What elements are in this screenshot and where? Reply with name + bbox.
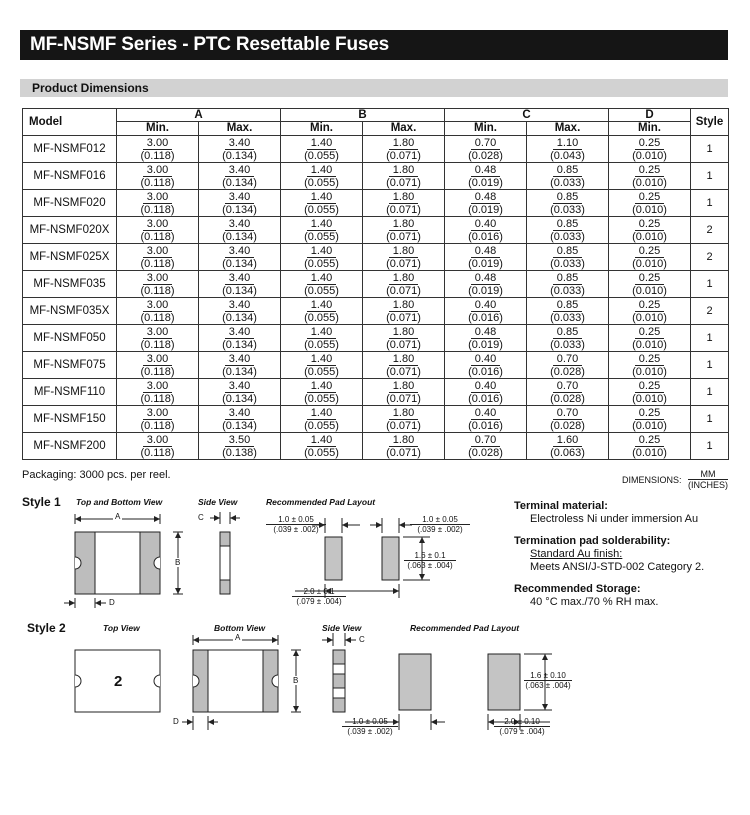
dimension-inches: (0.028) — [550, 419, 585, 432]
dimension-mm: 0.85 — [553, 272, 582, 285]
style1-dim-pad-h-in: (.063 ± .004) — [407, 561, 453, 570]
dimension-mm: 0.48 — [471, 245, 500, 258]
dimension-inches: (0.071) — [386, 419, 421, 432]
style1-dim-pad-h-mm: 1.6 ± 0.1 — [404, 551, 456, 561]
style2-label-b: B — [293, 676, 299, 685]
dimension-mm: 1.40 — [307, 407, 336, 420]
dimension-mm: 3.00 — [143, 326, 172, 339]
dimension-mm: 1.10 — [553, 137, 582, 150]
dimension-inches: (0.019) — [468, 176, 503, 189]
dimension-inches: (0.055) — [304, 365, 339, 378]
dimension-mm: 3.00 — [143, 245, 172, 258]
dimension-mm: 0.40 — [471, 299, 500, 312]
dimension-mm: 0.25 — [635, 299, 664, 312]
dimension-inches: (0.134) — [222, 176, 257, 189]
dimension-inches: (0.134) — [222, 257, 257, 270]
dimension-inches: (0.033) — [550, 338, 585, 351]
style-cell: 1 — [691, 271, 729, 298]
spec-line: Meets ANSI/J-STD-002 Category 2. — [530, 561, 705, 573]
dimension-mm: 3.40 — [225, 326, 254, 339]
style1-label-c: C — [198, 513, 204, 522]
dimension-inches: (0.010) — [632, 149, 667, 162]
style1-dim-total — [292, 587, 346, 606]
dimension-inches: (0.055) — [304, 149, 339, 162]
dimension-mm: 3.40 — [225, 353, 254, 366]
dimension-inches: (0.118) — [140, 419, 175, 432]
style2-dim-pad-h-in: (.063 ± .004) — [525, 681, 571, 690]
dimension-mm: 0.25 — [635, 326, 664, 339]
dimension-inches: (0.118) — [140, 257, 175, 270]
dimension-inches: (0.134) — [222, 149, 257, 162]
dimension-mm: 0.40 — [471, 407, 500, 420]
dimension-mm: 0.70 — [553, 407, 582, 420]
style2-label-d: D — [173, 717, 179, 726]
style2-bottom-view-label: Bottom View — [214, 623, 266, 633]
model-cell: MF-NSMF020 — [23, 190, 117, 217]
dimension-inches: (0.071) — [386, 284, 421, 297]
sub-header: Min. — [117, 122, 199, 136]
model-header: Model — [23, 109, 117, 136]
dimension-inches: (0.118) — [140, 338, 175, 351]
style2-label-c: C — [359, 635, 365, 644]
style1-dim-total-mm: 2.0 ± 0.1 — [292, 587, 346, 597]
dimension-mm: 3.00 — [143, 137, 172, 150]
style1-top-bottom-view-label: Top and Bottom View — [76, 497, 163, 507]
page-title: MF-NSMF Series - PTC Resettable Fuses — [30, 34, 389, 55]
dimension-inches: (0.055) — [304, 338, 339, 351]
dimension-mm: 3.40 — [225, 380, 254, 393]
dimension-mm: 1.80 — [389, 326, 418, 339]
dimension-mm: 3.40 — [225, 137, 254, 150]
dimension-mm: 1.40 — [307, 245, 336, 258]
style1-pad-right — [382, 537, 399, 580]
model-cell: MF-NSMF016 — [23, 163, 117, 190]
style-cell: 1 — [691, 163, 729, 190]
dimension-inches: (0.071) — [386, 230, 421, 243]
dimension-mm: 3.40 — [225, 407, 254, 420]
dimension-inches: (0.055) — [304, 311, 339, 324]
dimension-mm: 1.80 — [389, 353, 418, 366]
dimension-mm: 0.70 — [553, 353, 582, 366]
dimension-mm: 0.25 — [635, 380, 664, 393]
style2-side-term-top — [333, 650, 345, 664]
dimension-mm: 1.40 — [307, 353, 336, 366]
dimension-mm: 0.48 — [471, 326, 500, 339]
style2-dim-gap-mm: 1.0 ± 0.05 — [342, 717, 398, 727]
style-cell: 2 — [691, 298, 729, 325]
packaging-note: Packaging: 3000 pcs. per reel. — [22, 469, 171, 481]
model-cell: MF-NSMF110 — [23, 379, 117, 406]
style1-side-term-top — [220, 532, 230, 546]
model-cell: MF-NSMF050 — [23, 325, 117, 352]
dimension-mm: 0.70 — [471, 137, 500, 150]
dimension-inches: (0.019) — [468, 203, 503, 216]
dimension-mm: 3.40 — [225, 164, 254, 177]
style1-side-term-bottom — [220, 580, 230, 594]
style2-dim-total-in: (.079 ± .004) — [499, 727, 545, 736]
dimension-mm: 3.00 — [143, 353, 172, 366]
dimension-inches: (0.010) — [632, 392, 667, 405]
dimension-inches: (0.033) — [550, 311, 585, 324]
style1-dim-pad-w-mm: 1.0 ± 0.05 — [410, 515, 470, 525]
dimension-inches: (0.010) — [632, 257, 667, 270]
style2-title: Style 2 — [27, 621, 66, 635]
dimension-inches: (0.010) — [632, 284, 667, 297]
style2-dim-gap — [342, 717, 398, 736]
dimension-mm: 1.80 — [389, 407, 418, 420]
dimension-inches: (0.118) — [140, 176, 175, 189]
dimension-inches: (0.028) — [550, 392, 585, 405]
style2-dim-gap-in: (.039 ± .002) — [347, 727, 393, 736]
dimension-inches: (0.010) — [632, 338, 667, 351]
dimension-mm: 0.25 — [635, 407, 664, 420]
dimension-inches: (0.134) — [222, 338, 257, 351]
dimension-inches: (0.033) — [550, 203, 585, 216]
dimension-inches: (0.055) — [304, 176, 339, 189]
dimension-mm: 0.48 — [471, 164, 500, 177]
sub-header: Max. — [527, 122, 609, 136]
spec-terminal-material — [514, 500, 698, 526]
dimension-inches: (0.118) — [140, 203, 175, 216]
dimension-mm: 0.85 — [553, 245, 582, 258]
style1-dim-gap — [266, 515, 326, 534]
style1-pad-layout-label: Recommended Pad Layout — [266, 497, 376, 507]
style1-dim-pad-w-in: (.039 ± .002) — [417, 525, 463, 534]
dimension-inches: (0.134) — [222, 311, 257, 324]
dimension-inches: (0.071) — [386, 365, 421, 378]
dimension-mm: 0.25 — [635, 218, 664, 231]
style-cell: 1 — [691, 325, 729, 352]
dimension-inches: (0.019) — [468, 284, 503, 297]
dimension-mm: 1.80 — [389, 299, 418, 312]
dimension-inches: (0.019) — [468, 338, 503, 351]
model-cell: MF-NSMF020X — [23, 217, 117, 244]
dimension-mm: 3.40 — [225, 245, 254, 258]
style-cell: 1 — [691, 136, 729, 163]
dimension-mm: 0.85 — [553, 191, 582, 204]
dimension-mm: 0.70 — [471, 434, 500, 447]
model-cell: MF-NSMF150 — [23, 406, 117, 433]
sub-header: Max. — [199, 122, 281, 136]
style-cell: 1 — [691, 190, 729, 217]
dimension-mm: 3.00 — [143, 218, 172, 231]
dimension-mm: 1.40 — [307, 326, 336, 339]
style2-pad-right — [488, 654, 520, 710]
style-cell: 2 — [691, 217, 729, 244]
style-header: Style — [691, 109, 729, 136]
dimension-inches: (0.010) — [632, 365, 667, 378]
style1-dim-pad-w — [410, 515, 470, 534]
dimension-inches: (0.118) — [140, 149, 175, 162]
dimension-mm: 1.60 — [553, 434, 582, 447]
dimension-mm: 3.00 — [143, 191, 172, 204]
dimension-inches: (0.071) — [386, 149, 421, 162]
dimension-inches: (0.055) — [304, 257, 339, 270]
dimension-mm: 0.40 — [471, 353, 500, 366]
style-cell: 2 — [691, 244, 729, 271]
spec-line: Electroless Ni under immersion Au — [530, 513, 699, 525]
spec-heading: Termination pad solderability: — [514, 535, 671, 547]
dimension-inches: (0.118) — [140, 392, 175, 405]
dimension-inches: (0.016) — [468, 365, 503, 378]
dimension-mm: 1.40 — [307, 272, 336, 285]
model-cell: MF-NSMF200 — [23, 433, 117, 460]
dimension-mm: 3.00 — [143, 164, 172, 177]
dimension-mm: 1.40 — [307, 191, 336, 204]
dimension-mm: 1.40 — [307, 164, 336, 177]
style1-dim-gap-in: (.039 ± .002) — [273, 525, 319, 534]
style1-pad-left — [325, 537, 342, 580]
dimension-mm: 3.00 — [143, 272, 172, 285]
dimension-inches: (0.134) — [222, 419, 257, 432]
spec-heading: Recommended Storage: — [514, 583, 641, 595]
dimension-mm: 1.40 — [307, 380, 336, 393]
dimension-inches: (0.033) — [550, 284, 585, 297]
dimension-inches: (0.019) — [468, 257, 503, 270]
spec-line: Standard Au finish: — [530, 548, 623, 560]
style1-label-d: D — [109, 598, 115, 607]
dimension-inches: (0.033) — [550, 257, 585, 270]
dimension-mm: 1.80 — [389, 218, 418, 231]
style2-dim-total — [494, 717, 550, 736]
dimension-mm: 3.00 — [143, 380, 172, 393]
dimension-mm: 0.48 — [471, 272, 500, 285]
dimension-mm: 1.80 — [389, 245, 418, 258]
dimension-inches: (0.134) — [222, 284, 257, 297]
dimension-inches: (0.118) — [140, 311, 175, 324]
dimension-mm: 3.40 — [225, 191, 254, 204]
dimension-mm: 0.25 — [635, 137, 664, 150]
spec-line: 40 °C max./70 % RH max. — [530, 596, 659, 608]
style1-title: Style 1 — [22, 495, 61, 509]
dimension-inches: (0.016) — [468, 230, 503, 243]
spec-storage — [514, 583, 659, 609]
spec-heading: Terminal material: — [514, 500, 608, 512]
dimension-mm: 0.25 — [635, 245, 664, 258]
model-cell: MF-NSMF035 — [23, 271, 117, 298]
style1-label-b: B — [175, 558, 181, 567]
dimension-mm: 0.85 — [553, 218, 582, 231]
dimension-mm: 1.80 — [389, 137, 418, 150]
dimension-inches: (0.033) — [550, 176, 585, 189]
style-cell: 1 — [691, 433, 729, 460]
dimension-inches: (0.055) — [304, 419, 339, 432]
dimension-inches: (0.118) — [140, 365, 175, 378]
dimension-mm: 3.00 — [143, 434, 172, 447]
dimension-inches: (0.071) — [386, 392, 421, 405]
dimension-inches: (0.016) — [468, 419, 503, 432]
dimension-inches: (0.134) — [222, 230, 257, 243]
style2-label-a: A — [235, 633, 241, 642]
dimension-mm: 0.85 — [553, 164, 582, 177]
dimension-mm: 1.40 — [307, 137, 336, 150]
dimension-mm: 1.40 — [307, 218, 336, 231]
dimension-mm: 0.25 — [635, 272, 664, 285]
group-header-a: A — [117, 109, 281, 122]
dimension-mm: 3.50 — [225, 434, 254, 447]
unit-mm: MM — [688, 469, 728, 480]
dimension-inches: (0.118) — [140, 284, 175, 297]
dimension-mm: 1.40 — [307, 434, 336, 447]
section-title: Product Dimensions — [32, 81, 149, 95]
dimension-inches: (0.071) — [386, 446, 421, 459]
dimension-inches: (0.010) — [632, 176, 667, 189]
dimension-mm: 0.25 — [635, 353, 664, 366]
style-cell: 1 — [691, 352, 729, 379]
dimension-inches: (0.071) — [386, 257, 421, 270]
dimension-inches: (0.010) — [632, 311, 667, 324]
dimension-mm: 1.80 — [389, 272, 418, 285]
dimension-inches: (0.134) — [222, 203, 257, 216]
dimension-inches: (0.010) — [632, 446, 667, 459]
dimension-mm: 3.00 — [143, 407, 172, 420]
style2-pad-layout-label: Recommended Pad Layout — [410, 623, 520, 633]
dimension-inches: (0.138) — [222, 446, 257, 459]
model-cell: MF-NSMF075 — [23, 352, 117, 379]
style1-label-a: A — [115, 512, 121, 521]
dimension-inches: (0.063) — [550, 446, 585, 459]
style1-dim-total-in: (.079 ± .004) — [296, 597, 342, 606]
dimension-inches: (0.016) — [468, 311, 503, 324]
model-cell: MF-NSMF035X — [23, 298, 117, 325]
dimension-mm: 3.40 — [225, 272, 254, 285]
dimension-mm: 3.40 — [225, 218, 254, 231]
style2-dim-pad-h — [524, 671, 572, 690]
group-header-c: C — [445, 109, 609, 122]
unit-inches: (INCHES) — [688, 480, 728, 490]
dimension-inches: (0.010) — [632, 203, 667, 216]
dimension-inches: (0.010) — [632, 419, 667, 432]
dimension-mm: 0.40 — [471, 380, 500, 393]
sub-header: Min. — [445, 122, 527, 136]
dimension-mm: 1.80 — [389, 380, 418, 393]
dimension-mm: 0.85 — [553, 326, 582, 339]
style2-side-view-label: Side View — [322, 623, 362, 633]
dimension-inches: (0.033) — [550, 230, 585, 243]
sub-header: Min. — [281, 122, 363, 136]
dimension-mm: 0.25 — [635, 164, 664, 177]
dimension-inches: (0.071) — [386, 311, 421, 324]
dimension-inches: (0.134) — [222, 365, 257, 378]
style2-marking: 2 — [114, 673, 123, 690]
spec-solderability — [514, 535, 704, 574]
dimension-mm: 0.48 — [471, 191, 500, 204]
dimension-inches: (0.028) — [468, 446, 503, 459]
style2-top-view-label: Top View — [103, 623, 140, 633]
dimension-mm: 0.40 — [471, 218, 500, 231]
style1-dim-gap-mm: 1.0 ± 0.05 — [266, 515, 326, 525]
dimension-inches: (0.118) — [140, 230, 175, 243]
dimension-inches: (0.071) — [386, 203, 421, 216]
dimension-mm: 1.40 — [307, 299, 336, 312]
dimension-mm: 0.25 — [635, 434, 664, 447]
style2-side-term-mid — [333, 674, 345, 688]
dimension-mm: 0.70 — [553, 380, 582, 393]
model-cell: MF-NSMF012 — [23, 136, 117, 163]
dimension-mm: 1.80 — [389, 164, 418, 177]
sub-header: Max. — [363, 122, 445, 136]
model-cell: MF-NSMF025X — [23, 244, 117, 271]
dimension-inches: (0.016) — [468, 392, 503, 405]
dimensions-label: DIMENSIONS: — [622, 475, 682, 485]
dimension-mm: 1.80 — [389, 434, 418, 447]
dimension-mm: 3.40 — [225, 299, 254, 312]
dimension-inches: (0.071) — [386, 176, 421, 189]
dimension-inches: (0.028) — [550, 365, 585, 378]
style1-side-view-label: Side View — [198, 497, 238, 507]
style2-dim-total-mm: 2.0 ± 0.10 — [494, 717, 550, 727]
dimension-mm: 0.25 — [635, 191, 664, 204]
style2-side-term-bottom — [333, 698, 345, 712]
style-cell: 1 — [691, 406, 729, 433]
style2-pad-left — [399, 654, 431, 710]
group-header-b: B — [281, 109, 445, 122]
dimension-mm: 0.85 — [553, 299, 582, 312]
dimension-inches: (0.055) — [304, 203, 339, 216]
dimension-inches: (0.055) — [304, 392, 339, 405]
dimension-inches: (0.043) — [550, 149, 585, 162]
dimension-inches: (0.055) — [304, 230, 339, 243]
dimension-inches: (0.010) — [632, 230, 667, 243]
dimension-mm: 1.80 — [389, 191, 418, 204]
style-cell: 1 — [691, 379, 729, 406]
dimension-inches: (0.028) — [468, 149, 503, 162]
dimension-mm: 3.00 — [143, 299, 172, 312]
dimension-inches: (0.134) — [222, 392, 257, 405]
dimension-inches: (0.118) — [140, 446, 175, 459]
dimension-inches: (0.055) — [304, 284, 339, 297]
dimension-inches: (0.055) — [304, 446, 339, 459]
style1-dim-pad-h — [404, 551, 456, 570]
style2-dim-pad-h-mm: 1.6 ± 0.10 — [524, 671, 572, 681]
group-header-d: D — [609, 109, 691, 122]
sub-header: Min. — [609, 122, 691, 136]
dimension-inches: (0.071) — [386, 338, 421, 351]
